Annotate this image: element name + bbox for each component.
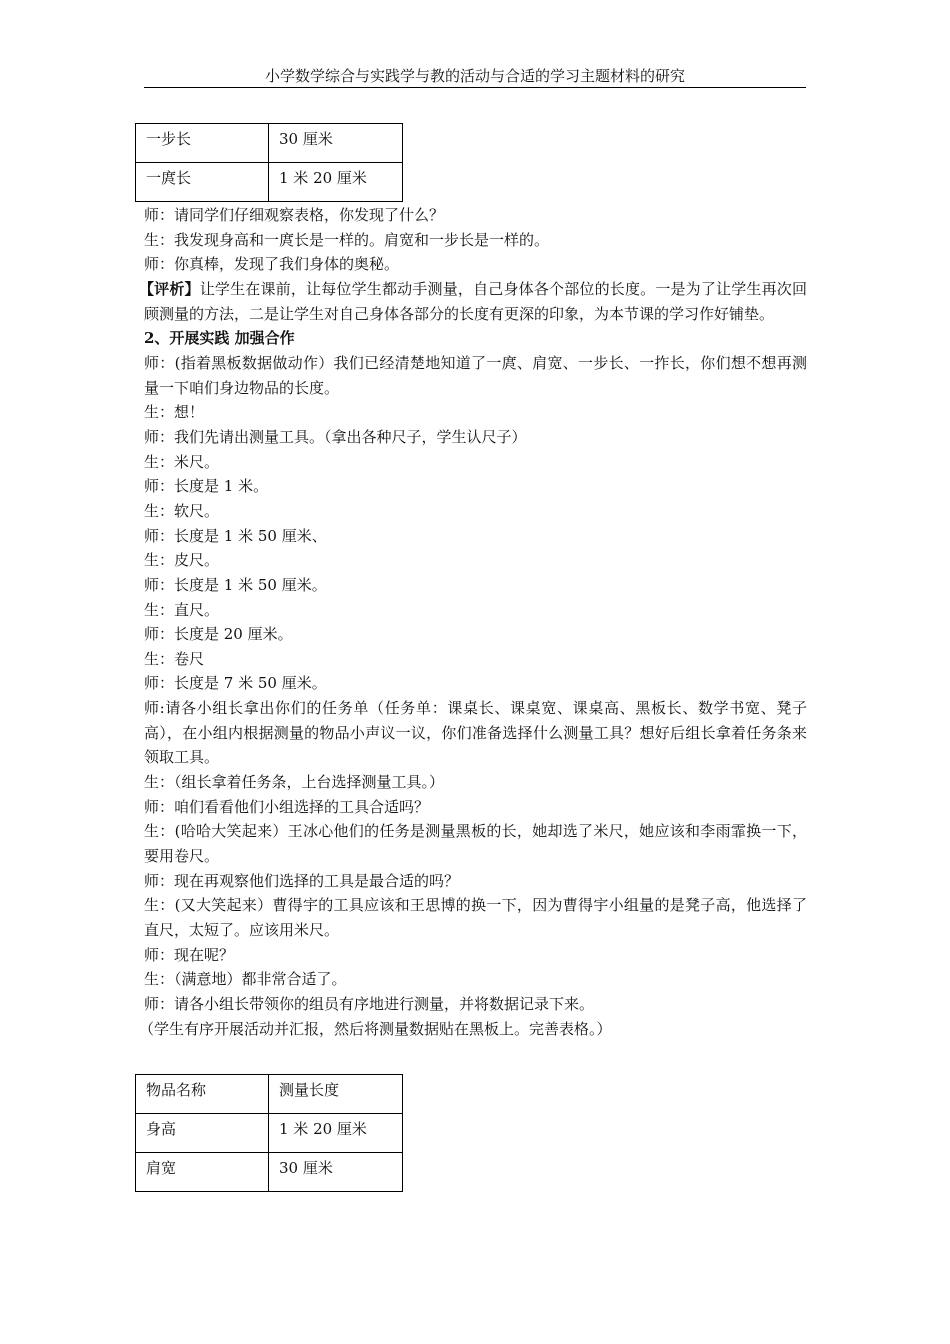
paragraph: 生：我发现身高和一庹长是一样的。肩宽和一步长是一样的。: [144, 230, 550, 249]
page-header: 小学数学综合与实践学与教的活动与合适的学习主题材料的研究: [144, 66, 806, 88]
paragraph: 师：我们先请出测量工具。（拿出各种尺子，学生认尺子）: [144, 427, 527, 446]
table-header-row: [136, 1075, 403, 1114]
section-heading: 2、开展实践 加强合作: [144, 329, 295, 348]
body-measure-table: [135, 123, 403, 202]
paragraph: 生：(哈哈大笑起来）王冰心他们的任务是测量黑板的长，她却选了米尺，她应该和李雨霏换一下，要用卷尺。: [144, 822, 807, 866]
paragraph: 生：皮尺。: [144, 551, 220, 570]
paragraph: 师：请同学们仔细观察表格，你发现了什么？: [144, 206, 445, 224]
paragraph: 师：长度是 1 米 50 厘米。: [144, 575, 327, 594]
paragraph: 师：现在再观察他们选择的工具是最合适的吗？: [144, 871, 460, 890]
lesson-transcript: [139, 203, 807, 1041]
paragraph: 生：想！: [144, 403, 205, 422]
paragraph: 师：长度是 20 厘米。: [144, 625, 293, 644]
paragraph: 师：(指着黑板数据做动作）我们已经清楚地知道了一庹、肩宽、一步长、一拃长，你们想不想再测量一下咱们身边物品的长度。: [144, 353, 807, 397]
table-cell: 肩宽: [136, 1153, 269, 1192]
comment-label: 【评析】: [139, 279, 200, 298]
paragraph: 生：米尺。: [144, 452, 220, 471]
table-cell: 30 厘米: [269, 124, 403, 163]
table-row: [136, 1153, 403, 1192]
paragraph: 生：直尺。: [144, 600, 220, 619]
paragraph: 生：软尺。: [144, 501, 220, 520]
table-row: [136, 163, 403, 202]
table-row: [136, 124, 403, 163]
paragraph: 师：长度是 7 米 50 厘米。: [144, 674, 327, 693]
paragraph: 师：咱们看看他们小组选择的工具合适吗？: [144, 797, 430, 816]
paragraph: 生：（组长拿着任务条，上台选择测量工具。）: [144, 773, 445, 792]
comment-text: 让学生在课前，让每位学生都动手测量，自己身体各个部位的长度。一是为了让学生再次回顾测量的方法，二是让学生对自己身体各部分的长度有更深的印象，为本节课的学习作好铺垫。: [144, 279, 807, 323]
paragraph: 生：（满意地）都非常合适了。: [144, 970, 347, 989]
paragraph: 师：现在呢？: [144, 945, 235, 964]
table-header-cell: 测量长度: [269, 1075, 403, 1114]
table-cell: 一庹长: [136, 163, 269, 202]
paragraph: 生：(又大笑起来）曹得宇的工具应该和王思博的换一下，因为曹得宇小组量的是凳子高，他选择了直尺，太短了。应该用米尺。: [144, 896, 807, 940]
item-measure-table: [135, 1074, 403, 1192]
paragraph: 生：卷尺: [144, 649, 205, 668]
table-cell: 1 米 20 厘米: [269, 1114, 403, 1153]
comment-paragraph: [139, 277, 807, 326]
paragraph: 师：请各小组长带领你的组员有序地进行测量，并将数据记录下来。: [144, 995, 595, 1013]
table-header-cell: 物品名称: [136, 1075, 269, 1114]
paragraph: 师：你真棒，发现了我们身体的奥秘。: [144, 255, 400, 274]
table-cell: 一步长: [136, 124, 269, 163]
paragraph: 师：长度是 1 米 50 厘米、: [144, 526, 327, 545]
paragraph: （学生有序开展活动并汇报，然后将测量数据贴在黑板上。完善表格。）: [139, 1019, 612, 1038]
table-cell: 身高: [136, 1114, 269, 1153]
table-row: [136, 1114, 403, 1153]
table-cell: 30 厘米: [269, 1153, 403, 1192]
paragraph: 师：长度是 1 米。: [144, 477, 269, 496]
table-cell: 1 米 20 厘米: [269, 163, 403, 202]
paragraph: 师:请各小组长拿出你们的任务单（任务单：课桌长、课桌宽、课桌高、黑板长、数学书宽、凳子高），在小组内根据测量的物品小声议一议，你们准备选择什么测量工具？想好后组长拿着任务条来领取工具。: [144, 699, 807, 767]
